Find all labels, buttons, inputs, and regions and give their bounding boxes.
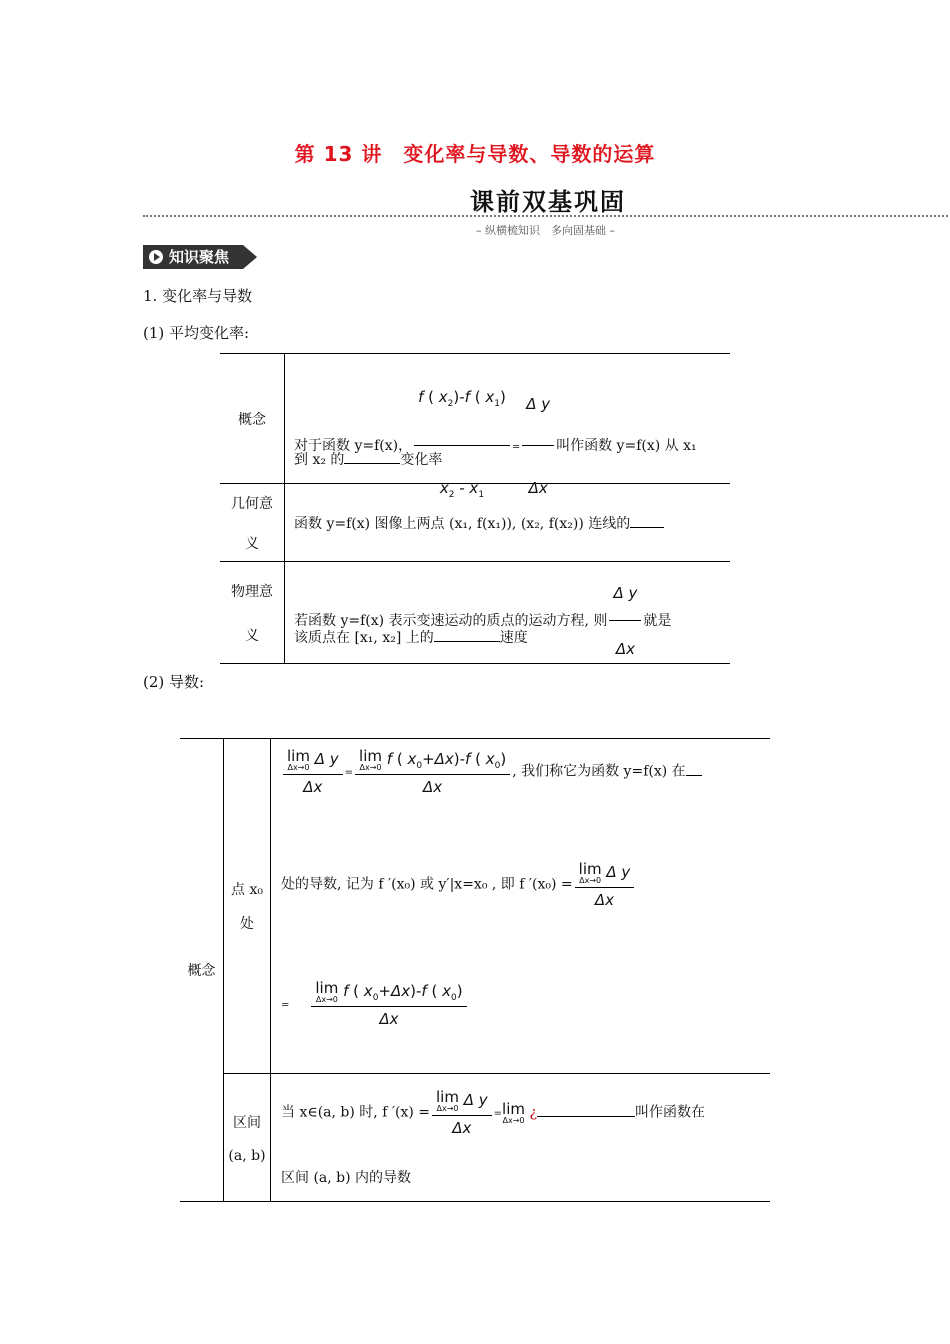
concept-text-d: 变化率: [400, 451, 443, 468]
equals-sign: =: [511, 441, 521, 453]
row2-text-b: 叫作函数在: [634, 1104, 705, 1121]
answer-blank: [344, 449, 400, 464]
badge-label: 知识聚焦: [169, 248, 230, 266]
row2-text-a: 当 x∈(a, b) 时, f ′(x) =: [281, 1104, 431, 1121]
concept-text-c: 到 x₂ 的: [294, 451, 345, 468]
physical-text-a: 若函数 y=f(x) 表示变速运动的质点的运动方程, 则: [294, 612, 608, 629]
delta-quotient: $\frac{\text{Δ y}}{\Delta x}$: [609, 568, 641, 674]
section-subheading: – 纵横梳知识 多向固基础 –: [476, 224, 615, 237]
knowledge-badge: [143, 245, 243, 269]
lim-increment-quotient: lim Δx→0 f ( $x_0+\Delta x)-f$ ( $x_0$) Δx: [311, 979, 466, 1028]
concept-text-a: 对于函数 y=f(x)，: [294, 437, 413, 454]
page-title: 第 13 讲 变化率与导数、导数的运算: [294, 142, 656, 166]
delta-quotient: $\frac{\text{Δ y}}{\Delta x}$: [522, 365, 554, 527]
answer-blank: [686, 761, 702, 776]
heading-1: 1. 变化率与导数: [143, 287, 253, 305]
table-row: [220, 354, 730, 484]
row-content: lim Δx→0 Δ y Δx = lim Δx→0 f ( $x_0+\Delta x)-f$ ( $x_0$) Δx , 我们称它为函数 y=f(x) 在 处的导数, 记为 f ′(x₀) 或 y′|x=x₀ , 即 f ′(x₀) = lim Δx→0 Δ y Δx = lim Δx→0 f ( $x_0+\Delta x)-f$ ( $x_0$) Δx: [271, 739, 771, 1074]
average-rate-table: [220, 353, 730, 664]
dotted-divider: [143, 215, 948, 217]
outer-label: 概念: [180, 739, 224, 1202]
table-row: [220, 562, 730, 664]
lim-increment-quotient: lim Δx→0 f ( $x_0+\Delta x)-f$ ( $x_0$) Δx: [355, 747, 510, 796]
heading-1b: (2) 导数:: [143, 673, 205, 691]
play-icon: [149, 250, 163, 264]
lim-delta-quotient: lim Δx→0 Δ y Δx: [283, 747, 343, 796]
row-label: 点 x₀ 处: [224, 739, 271, 1074]
row-content: [285, 354, 731, 500]
physical-text-b: 就是: [643, 612, 672, 629]
row-label: 区间 (a, b): [224, 1074, 271, 1202]
section-heading: 课前双基巩固: [470, 188, 626, 216]
answer-blank: [434, 627, 500, 642]
heading-1a: (1) 平均变化率:: [143, 324, 250, 342]
missing-glyph: ¿: [529, 1104, 537, 1121]
physical-text-c: 该质点在 [x₁, x₂] 上的: [294, 629, 434, 646]
row2-text-c: 区间 (a, b) 内的导数: [281, 1170, 412, 1186]
physical-text-d: 速度: [499, 629, 528, 646]
lim-delta-quotient: lim Δx→0 Δ y Δx: [575, 860, 635, 909]
table-row: [180, 739, 770, 1074]
lim-delta-quotient: lim Δx→0 Δ y Δx: [432, 1088, 492, 1137]
derivative-table: [180, 738, 770, 1202]
row-label: 物理意 义: [220, 562, 285, 664]
difference-quotient: $\frac{f ( x_2)-f ( x_1)}{x_2 - x_1}$: [414, 358, 510, 534]
row-label: 概念: [220, 354, 285, 484]
row1-text-b: 处的导数, 记为 f ′(x₀) 或 y′|x=x₀ , 即 f ′(x₀) =: [281, 876, 573, 893]
geometric-text: 函数 y=f(x) 图像上两点 (x₁, f(x₁)), (x₂, f(x₂)) 连线的: [294, 515, 631, 532]
row1-text-a: , 我们称它为函数 y=f(x) 在: [512, 763, 686, 780]
row-content: [285, 562, 731, 664]
lim-symbol: lim Δx→0: [502, 1100, 525, 1125]
answer-blank: [630, 513, 664, 528]
concept-text-b: 叫作函数 y=f(x) 从 x₁: [556, 437, 697, 454]
answer-blank: [537, 1102, 635, 1117]
row-content: 当 x∈(a, b) 时, f ′(x) = lim Δx→0 Δ y Δx =lim Δx→0 ¿ 叫作函数在 区间 (a, b) 内的导数: [271, 1074, 771, 1202]
table-row: [180, 1074, 770, 1202]
row-label: 几何意 义: [220, 484, 285, 562]
